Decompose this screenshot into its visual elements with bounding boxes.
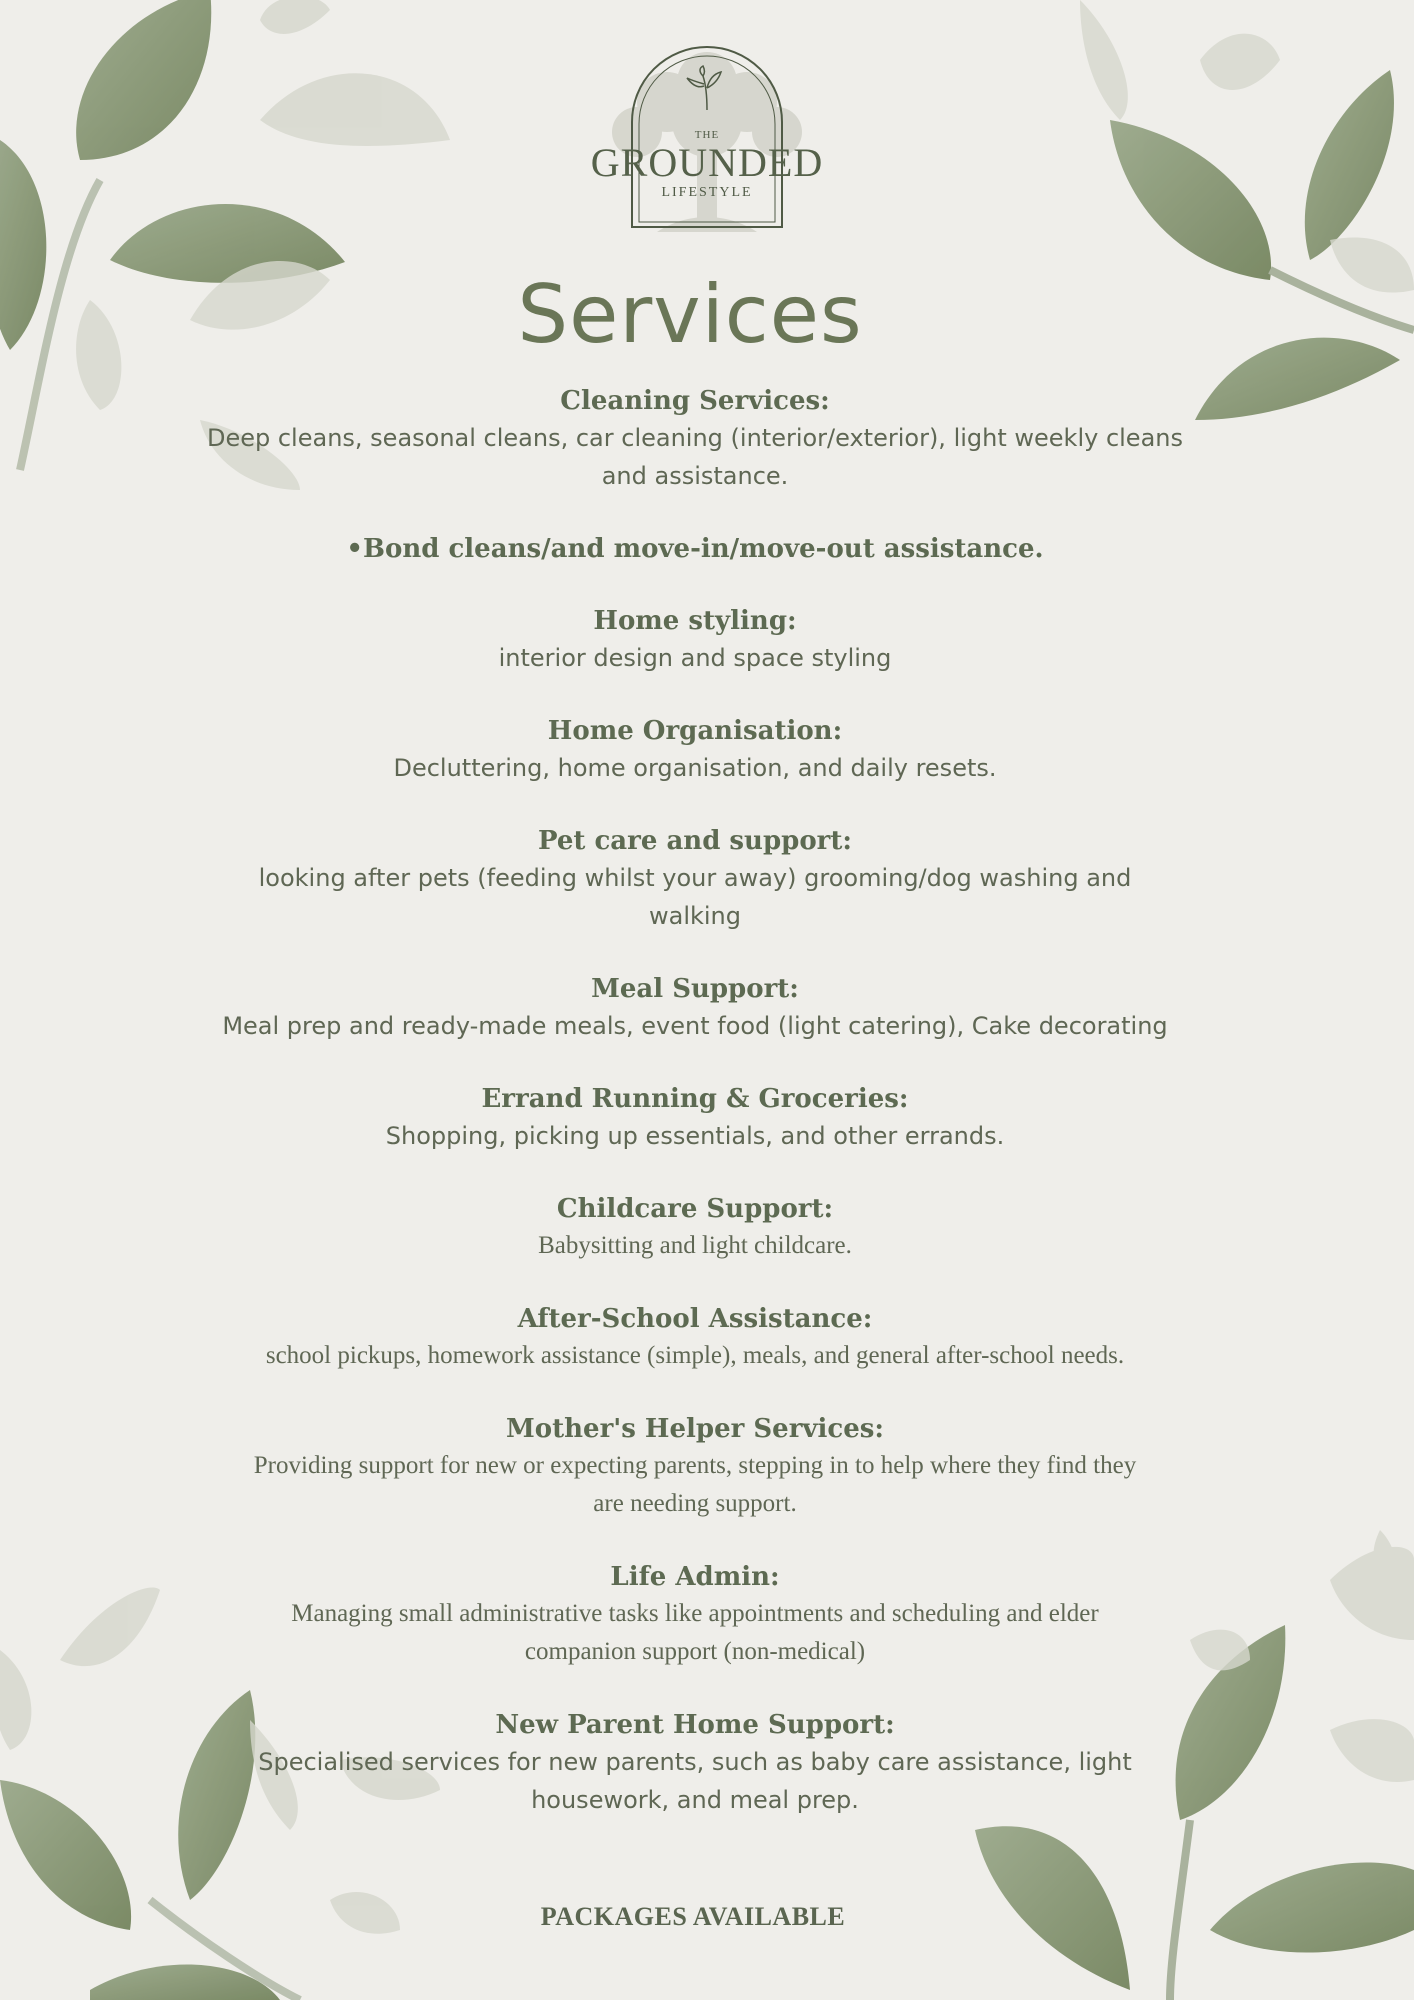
service-item: [190, 1081, 1200, 1155]
logo-wordmark: GROUNDED: [590, 140, 824, 185]
service-heading: After-School Assistance:: [517, 1304, 873, 1334]
service-description: walking: [648, 902, 741, 930]
services-list: [190, 383, 1200, 1819]
service-description: are needing support.: [593, 1490, 797, 1517]
service-description: Specialised services for new parents, such as baby care assistance, light: [258, 1748, 1132, 1776]
service-item: [190, 713, 1200, 787]
service-heading: Cleaning Services:: [560, 386, 830, 416]
logo-small-text: THE: [694, 129, 720, 141]
service-heading: Home Organisation:: [547, 716, 843, 746]
service-item: [190, 1707, 1200, 1819]
service-item: [190, 823, 1200, 935]
service-heading: Mother's Helper Services:: [506, 1414, 884, 1444]
service-description: school pickups, homework assistance (simple), meals, and general after-school needs.: [265, 1342, 1125, 1369]
service-heading: Childcare Support:: [556, 1194, 834, 1224]
service-heading: New Parent Home Support:: [495, 1710, 895, 1740]
service-heading: Pet care and support:: [538, 826, 852, 856]
logo: [557, 32, 857, 252]
service-description: Shopping, picking up essentials, and other errands.: [385, 1122, 1005, 1150]
service-heading: Home styling:: [593, 606, 797, 636]
service-description: Managing small administrative tasks like appointments and scheduling and elder: [291, 1600, 1099, 1627]
service-description: Providing support for new or expecting parents, stepping in to help where they find they: [253, 1452, 1137, 1479]
service-item: [190, 1559, 1200, 1671]
logo-subtitle: LIFESTYLE: [661, 185, 753, 200]
service-heading: Meal Support:: [591, 974, 799, 1004]
service-description: companion support (non-medical): [524, 1638, 866, 1665]
service-item: [190, 531, 1200, 567]
service-item: [190, 1301, 1200, 1375]
service-heading: Life Admin:: [610, 1562, 780, 1592]
service-description: Decluttering, home organisation, and daily resets.: [393, 754, 997, 782]
service-description: looking after pets (feeding whilst your away) grooming/dog washing and: [258, 864, 1132, 892]
service-description: Babysitting and light childcare.: [538, 1232, 852, 1259]
service-description: interior design and space styling: [498, 644, 892, 672]
service-item: [190, 971, 1200, 1045]
service-description: and assistance.: [601, 462, 789, 490]
service-bullet: •Bond cleans/and move-in/move-out assistance.: [346, 534, 1044, 564]
service-item: [190, 383, 1200, 495]
service-item: [190, 603, 1200, 677]
service-item: [190, 1411, 1200, 1523]
service-description: housework, and meal prep.: [531, 1786, 859, 1814]
service-description: Meal prep and ready-made meals, event food (light catering), Cake decorating: [222, 1012, 1168, 1040]
packages-note: PACKAGES AVAILABLE: [540, 1902, 846, 1931]
service-description: Deep cleans, seasonal cleans, car cleaning (interior/exterior), light weekly cleans: [206, 424, 1183, 452]
page-title: Services: [517, 268, 863, 361]
service-item: [190, 1191, 1200, 1265]
service-heading: Errand Running & Groceries:: [481, 1084, 909, 1114]
